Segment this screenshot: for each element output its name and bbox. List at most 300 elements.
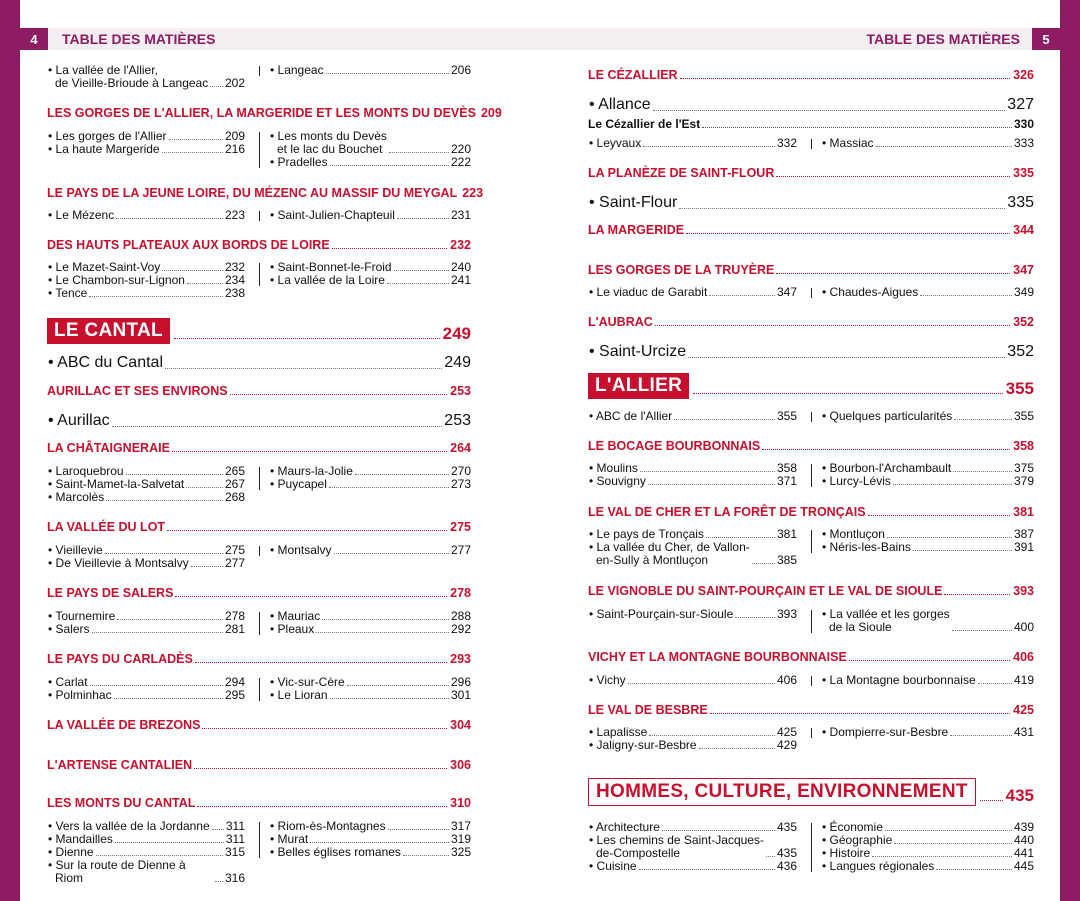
toc-entry[interactable]: [821, 860, 1034, 873]
entry-columns: [588, 137, 1034, 150]
entry-label: • Saint-Pourçain-sur-Sioule: [589, 607, 734, 621]
entry-page-number: 385: [776, 553, 797, 567]
entry-columns: [47, 465, 471, 504]
toc-entry[interactable]: [47, 64, 245, 90]
entry-label-wrap: [588, 739, 777, 752]
toc-entry[interactable]: [47, 209, 245, 222]
left-edge-band: [0, 0, 20, 901]
toc-block: [47, 520, 471, 535]
entry-page-number: 400: [1013, 620, 1034, 634]
section-title: LE PAYS DE LA JEUNE LOIRE, DU MÉZENC AU MASSIF DU MEYGAL: [47, 186, 458, 200]
left-entry-column: [588, 528, 811, 567]
toc-block: [588, 674, 1034, 687]
toc-block: [588, 726, 1034, 752]
entry-page-number: 391: [1013, 540, 1034, 554]
section-heading[interactable]: [588, 68, 1034, 83]
section-title: L'AUBRAC: [588, 315, 653, 329]
entry-label: • La haute Margeride: [48, 142, 160, 156]
entry-label: • Allance: [589, 96, 651, 113]
toc-entry[interactable]: [588, 194, 1034, 212]
right-entry-column: [811, 608, 1034, 634]
toc-entry[interactable]: [269, 156, 471, 169]
entry-label: • ABC du Cantal: [48, 354, 163, 371]
chapter-page-number: 355: [1005, 379, 1034, 398]
toc-block: [47, 64, 471, 90]
toc-entry[interactable]: [47, 354, 471, 372]
section-heading[interactable]: [47, 520, 471, 535]
entry-label-wrap: [588, 137, 777, 150]
toc-block: [47, 209, 471, 222]
toc-block: [588, 505, 1034, 520]
entry-page-number: 406: [776, 673, 797, 687]
section-page-number: 264: [450, 441, 471, 455]
entry-label: • Cuisine: [589, 859, 637, 873]
toc-entry[interactable]: [821, 674, 1034, 687]
entry-columns: [47, 544, 471, 570]
entry-label: • Quelques particularités: [822, 409, 953, 423]
toc-entry[interactable]: [47, 689, 245, 702]
section-heading[interactable]: [588, 223, 1034, 238]
right-entry-column: [259, 261, 471, 287]
entry-label: • Jaligny-sur-Besbre: [589, 738, 697, 752]
entry-page-number: 273: [450, 477, 471, 491]
entry-page-number: 358: [776, 461, 797, 475]
toc-entry[interactable]: [821, 475, 1034, 488]
toc-entry[interactable]: [821, 726, 1034, 739]
toc-block: [47, 354, 471, 372]
entry-label: • Polminhac: [48, 688, 112, 702]
toc-entry[interactable]: [269, 130, 471, 156]
entry-label-wrap: [821, 541, 1014, 554]
entry-label: • Lurcy-Lévis: [822, 474, 891, 488]
chapter-heading[interactable]: [588, 778, 1034, 806]
left-entry-column: [588, 286, 811, 299]
section-page-number: 304: [450, 718, 471, 732]
section-heading[interactable]: [588, 505, 1034, 520]
section-heading[interactable]: [47, 758, 471, 773]
entry-page-number: 316: [224, 871, 245, 885]
section-title: LE PAYS DE SALERS: [47, 586, 174, 600]
toc-entry[interactable]: [588, 286, 797, 299]
entry-label: • Montluçon: [822, 527, 885, 541]
section-title: LE CÉZALLIER: [588, 68, 678, 82]
toc-entry[interactable]: [47, 412, 471, 430]
entry-label-wrap: [821, 608, 1014, 634]
toc-entry[interactable]: [588, 608, 797, 621]
left-entry-column: [47, 261, 259, 300]
dot-leader: [172, 451, 447, 452]
section-title: LE BOCAGE BOURBONNAIS: [588, 439, 761, 453]
entry-page-number: 355: [776, 409, 797, 423]
entry-label-wrap: [588, 194, 1007, 212]
section-heading[interactable]: [588, 263, 1034, 278]
section-heading[interactable]: [588, 315, 1034, 330]
dot-leader: [686, 233, 1010, 234]
right-page-number: 5: [1032, 28, 1060, 50]
chapter-heading[interactable]: [588, 373, 1034, 399]
entry-label: • La Montagne bourbonnaise: [822, 673, 976, 687]
left-entry-column: [588, 608, 811, 621]
entry-label: • Langeac: [270, 63, 324, 77]
toc-entry[interactable]: [821, 541, 1034, 554]
section-heading[interactable]: [47, 796, 471, 811]
toc-block: [588, 137, 1034, 150]
section-heading[interactable]: [588, 439, 1034, 454]
dot-leader: [202, 728, 447, 729]
toc-block: [47, 796, 471, 811]
toc-entry[interactable]: [47, 143, 245, 156]
entry-page-number: 278: [224, 609, 245, 623]
right-entry-column: [259, 465, 471, 491]
toc-block: [588, 343, 1034, 361]
toc-entry[interactable]: [588, 343, 1034, 361]
subsection-page-number: 330: [1013, 117, 1034, 131]
entry-label: • Le Mézenc: [48, 208, 115, 222]
entry-page-number: 206: [450, 63, 471, 77]
entry-label: • Riom-ès-Montagnes: [270, 819, 386, 833]
section-title: LES GORGES DE L'ALLIER, LA MARGERIDE ET LES MONTS DU DEVÈS: [47, 106, 476, 120]
section-title: AURILLAC ET SES ENVIRONS: [47, 384, 228, 398]
left-entry-column: [47, 676, 259, 702]
section-page-number: 344: [1013, 223, 1034, 237]
toc-block: [588, 96, 1034, 114]
dot-leader: [197, 806, 447, 807]
toc-block: [47, 238, 471, 253]
entry-label-wrap: [588, 343, 1007, 361]
left-entry-column: [47, 610, 259, 636]
section-heading[interactable]: [47, 186, 484, 201]
entry-label-wrap: [47, 491, 225, 504]
entry-label: • Les chemins de Saint-Jacques- de-Compostelle: [589, 833, 764, 860]
entry-label: • Tournemire: [48, 609, 116, 623]
entry-columns: [47, 820, 471, 885]
toc-block: [588, 608, 1034, 634]
toc-block: [47, 820, 471, 885]
section-title: LE VAL DE BESBRE: [588, 703, 708, 717]
entry-label-wrap: [588, 475, 777, 488]
dot-leader: [194, 768, 447, 769]
toc-entry[interactable]: [588, 410, 797, 423]
left-entry-column: [47, 544, 259, 570]
chapter-title: HOMMES, CULTURE, ENVIRONNEMENT: [588, 778, 976, 806]
chapter-page-number: 435: [1005, 786, 1034, 805]
section-heading[interactable]: [588, 166, 1034, 181]
entry-page-number: 371: [776, 474, 797, 488]
entry-page-number: 296: [450, 675, 471, 689]
entry-page-number: 294: [224, 675, 245, 689]
entry-page-number: 268: [224, 490, 245, 504]
entry-label-wrap: [821, 726, 1014, 739]
entry-label: • Bourbon-l'Archambault: [822, 461, 952, 475]
dot-leader: [167, 530, 447, 531]
toc-block: [47, 676, 471, 702]
toc-block: [588, 68, 1034, 83]
section-heading[interactable]: [47, 718, 471, 733]
toc-entry[interactable]: [588, 674, 797, 687]
section-page-number: 347: [1013, 263, 1034, 277]
toc-entry[interactable]: [47, 557, 245, 570]
entry-label-wrap: [269, 478, 451, 491]
entry-page-number: 347: [776, 285, 797, 299]
toc-entry[interactable]: [269, 623, 471, 636]
dot-leader: [702, 127, 1012, 128]
entry-label-wrap: [47, 354, 444, 372]
section-title: LA CHÂTAIGNERAIE: [47, 441, 170, 455]
subsection-title: Le Cézallier de l'Est: [588, 117, 701, 131]
entry-label: • Les gorges de l'Allier: [48, 129, 167, 143]
entry-label-wrap: [269, 544, 451, 557]
entry-label-wrap: [47, 64, 225, 90]
dot-leader: [655, 325, 1010, 326]
left-entry-column: [47, 64, 259, 90]
section-title: LA VALLÉE DE BREZONS: [47, 718, 201, 732]
entry-page-number: 281: [224, 622, 245, 636]
toc-entry[interactable]: [821, 608, 1034, 634]
toc-entry[interactable]: [269, 846, 471, 859]
entry-columns: [47, 209, 471, 222]
toc-entry[interactable]: [588, 137, 797, 150]
entry-page-number: 232: [224, 260, 245, 274]
entry-label: • Mauriac: [270, 609, 321, 623]
entry-label: • La vallée de l'Allier, de Vieille-Brioude à Langeac: [48, 63, 209, 90]
entry-page-number: 295: [224, 688, 245, 702]
entry-label-wrap: [269, 64, 451, 77]
entry-page-number: 379: [1013, 474, 1034, 488]
toc-entry[interactable]: [47, 491, 245, 504]
entry-page-number: 311: [225, 832, 245, 846]
section-page-number: 352: [1013, 315, 1034, 329]
right-entry-column: [259, 209, 471, 222]
section-heading[interactable]: [47, 384, 471, 399]
dot-leader: [980, 800, 1003, 801]
section-page-number: 278: [450, 586, 471, 600]
entry-label: • La vallée de la Loire: [270, 273, 385, 287]
section-heading[interactable]: [47, 106, 502, 121]
entry-label: • Salers: [48, 622, 90, 636]
entry-label: • Saint-Mamet-la-Salvetat: [48, 477, 185, 491]
section-title: LES GORGES DE LA TRUYÈRE: [588, 263, 775, 277]
section-page-number: 223: [462, 186, 484, 200]
entry-label: • Leyvaux: [589, 136, 642, 150]
section-heading[interactable]: [47, 441, 471, 456]
toc-entry[interactable]: [821, 410, 1034, 423]
toc-block: [47, 718, 471, 733]
right-entry-column: [811, 286, 1034, 299]
entry-page-number: 301: [450, 688, 471, 702]
entry-page-number: 315: [224, 845, 245, 859]
entry-page-number: 319: [450, 832, 471, 846]
entry-page-number: 270: [450, 464, 471, 478]
entry-label-wrap: [588, 674, 777, 687]
right-entry-column: [811, 137, 1034, 150]
entry-page-number: 267: [224, 477, 245, 491]
dot-leader: [680, 78, 1011, 79]
entry-page-number: 445: [1013, 859, 1034, 873]
entry-page-number: 419: [1013, 673, 1034, 687]
entry-label-wrap: [47, 287, 225, 300]
entry-label-wrap: [269, 209, 451, 222]
right-header-title: TABLE DES MATIÈRES: [866, 31, 1020, 47]
chapter-title: LE CANTAL: [47, 318, 170, 344]
entry-page-number: 441: [1013, 846, 1034, 860]
section-title: L'ARTENSE CANTALIEN: [47, 758, 193, 772]
section-title: LA VALLÉE DU LOT: [47, 520, 166, 534]
section-heading[interactable]: [47, 652, 471, 667]
toc-entry[interactable]: [588, 541, 797, 567]
entry-label: • ABC de l'Allier: [589, 409, 673, 423]
entry-page-number: 435: [776, 820, 797, 834]
dot-leader: [944, 594, 1010, 595]
entry-page-number: 332: [776, 136, 797, 150]
section-heading[interactable]: [588, 650, 1034, 665]
toc-block: [588, 373, 1034, 399]
section-page-number: 310: [450, 796, 471, 810]
section-title: VICHY ET LA MONTAGNE BOURBONNAISE: [588, 650, 847, 664]
entry-label: • La vallée du Cher, de Vallon- en-Sully à Montluçon: [589, 540, 750, 567]
toc-block: [47, 610, 471, 636]
entry-label: • Aurillac: [48, 412, 110, 429]
toc-block: [47, 412, 471, 430]
entry-label: • Montsalvy: [270, 543, 332, 557]
entry-page-number: 349: [1013, 285, 1034, 299]
entry-label: • Lapalisse: [589, 725, 648, 739]
toc-block: [588, 315, 1034, 330]
dot-leader: [230, 394, 448, 395]
section-heading[interactable]: [47, 586, 471, 601]
entry-label: • Sur la route de Dienne à Riom: [48, 858, 186, 885]
entry-label: • La vallée et les gorges de la Sioule: [822, 607, 950, 634]
toc-entry[interactable]: [821, 137, 1034, 150]
toc-entry[interactable]: [588, 475, 797, 488]
right-entry-column: [259, 610, 471, 636]
entry-page-number: 275: [224, 543, 245, 557]
dot-leader: [175, 596, 447, 597]
entry-label: • Langues régionales: [822, 859, 935, 873]
right-entry-column: [811, 410, 1034, 423]
entry-label: • Le Chambon-sur-Lignon: [48, 273, 185, 287]
entry-page-number: 311: [225, 819, 245, 833]
toc-block: [588, 117, 1034, 131]
entry-label: • Vic-sur-Cère: [270, 675, 345, 689]
entry-page-number: 333: [1013, 136, 1034, 150]
toc-block: [47, 652, 471, 667]
entry-label-wrap: [821, 410, 1014, 423]
entry-label-wrap: [47, 143, 225, 156]
entry-label: • Moulins: [589, 461, 638, 475]
left-entry-column: [588, 462, 811, 488]
entry-label: • Chaudes-Aigues: [822, 285, 919, 299]
entry-label: • Vichy: [589, 673, 626, 687]
entry-label: • Saint-Flour: [589, 194, 678, 211]
right-entry-column: [259, 130, 471, 169]
entry-page-number: 429: [776, 738, 797, 752]
section-heading[interactable]: [588, 584, 1034, 599]
dot-leader: [174, 338, 440, 339]
entry-label-wrap: [588, 608, 777, 621]
subsection-heading[interactable]: [588, 117, 1034, 131]
entry-label: • Carlat: [48, 675, 88, 689]
entry-label-wrap: [269, 130, 451, 156]
entry-label: • Vers la vallée de la Jordanne: [48, 819, 210, 833]
toc-entry[interactable]: [588, 739, 797, 752]
section-title: LE VIGNOBLE DU SAINT-POURÇAIN ET LE VAL DE SIOULE: [588, 584, 943, 598]
toc-entry[interactable]: [269, 544, 471, 557]
section-page-number: 326: [1013, 68, 1034, 82]
entry-label-wrap: [269, 156, 451, 169]
left-entry-column: [588, 410, 811, 423]
toc-entry[interactable]: [47, 859, 245, 885]
toc-entry[interactable]: [47, 287, 245, 300]
entry-label: • Saint-Julien-Chapteuil: [270, 208, 395, 222]
right-entry-column: [259, 64, 471, 77]
toc-entry[interactable]: [821, 286, 1034, 299]
toc-block: [588, 286, 1034, 299]
toc-entry[interactable]: [269, 209, 471, 222]
entry-page-number: 265: [224, 464, 245, 478]
entry-label: • Saint-Bonnet-le-Froid: [270, 260, 392, 274]
entry-label: • Les monts du Devès et le lac du Bouchet: [270, 129, 387, 156]
toc-block: [47, 318, 471, 344]
entry-label: • Belles églises romanes: [270, 845, 401, 859]
entry-page-number: 238: [224, 286, 245, 300]
entry-label: • Mandailles: [48, 832, 113, 846]
toc-entry[interactable]: [269, 64, 471, 77]
entry-label-wrap: [588, 541, 777, 567]
toc-entry[interactable]: [269, 274, 471, 287]
section-page-number: 209: [480, 106, 502, 120]
entry-page-number: 325: [450, 845, 471, 859]
dot-leader: [762, 449, 1010, 450]
entry-label-wrap: [821, 674, 1014, 687]
entry-label-wrap: [47, 689, 225, 702]
entry-label: • Le Lioran: [270, 688, 328, 702]
toc-block: [588, 410, 1034, 423]
toc-entry[interactable]: [47, 623, 245, 636]
entry-label-wrap: [821, 137, 1014, 150]
toc-entry[interactable]: [588, 834, 797, 860]
entry-page-number: 216: [224, 142, 245, 156]
right-entry-column: [811, 462, 1034, 488]
entry-label: • Dompierre-sur-Besbre: [822, 725, 949, 739]
toc-block: [47, 441, 471, 456]
left-entry-column: [588, 137, 811, 150]
toc-entry[interactable]: [269, 478, 471, 491]
entry-page-number: 249: [444, 354, 471, 371]
entry-label-wrap: [821, 860, 1014, 873]
entry-page-number: 222: [450, 155, 471, 169]
entry-page-number: 440: [1013, 833, 1034, 847]
entry-page-number: 292: [450, 622, 471, 636]
section-title: LES MONTS DU CANTAL: [47, 796, 196, 810]
toc-entry[interactable]: [588, 860, 797, 873]
toc-block: [588, 703, 1034, 718]
entry-label: • Néris-les-Bains: [822, 540, 911, 554]
section-page-number: 335: [1013, 166, 1034, 180]
toc-block: [47, 384, 471, 399]
left-entry-column: [47, 130, 259, 156]
entry-label-wrap: [47, 557, 225, 570]
section-heading[interactable]: [588, 703, 1034, 718]
toc-block: [588, 584, 1034, 599]
toc-block: [47, 465, 471, 504]
section-heading[interactable]: [47, 238, 471, 253]
toc-entry[interactable]: [588, 96, 1034, 114]
entry-label-wrap: [269, 846, 451, 859]
entry-label: • Murat: [270, 832, 309, 846]
toc-entry[interactable]: [269, 689, 471, 702]
entry-label: • Géographie: [822, 833, 893, 847]
chapter-heading[interactable]: [47, 318, 471, 344]
